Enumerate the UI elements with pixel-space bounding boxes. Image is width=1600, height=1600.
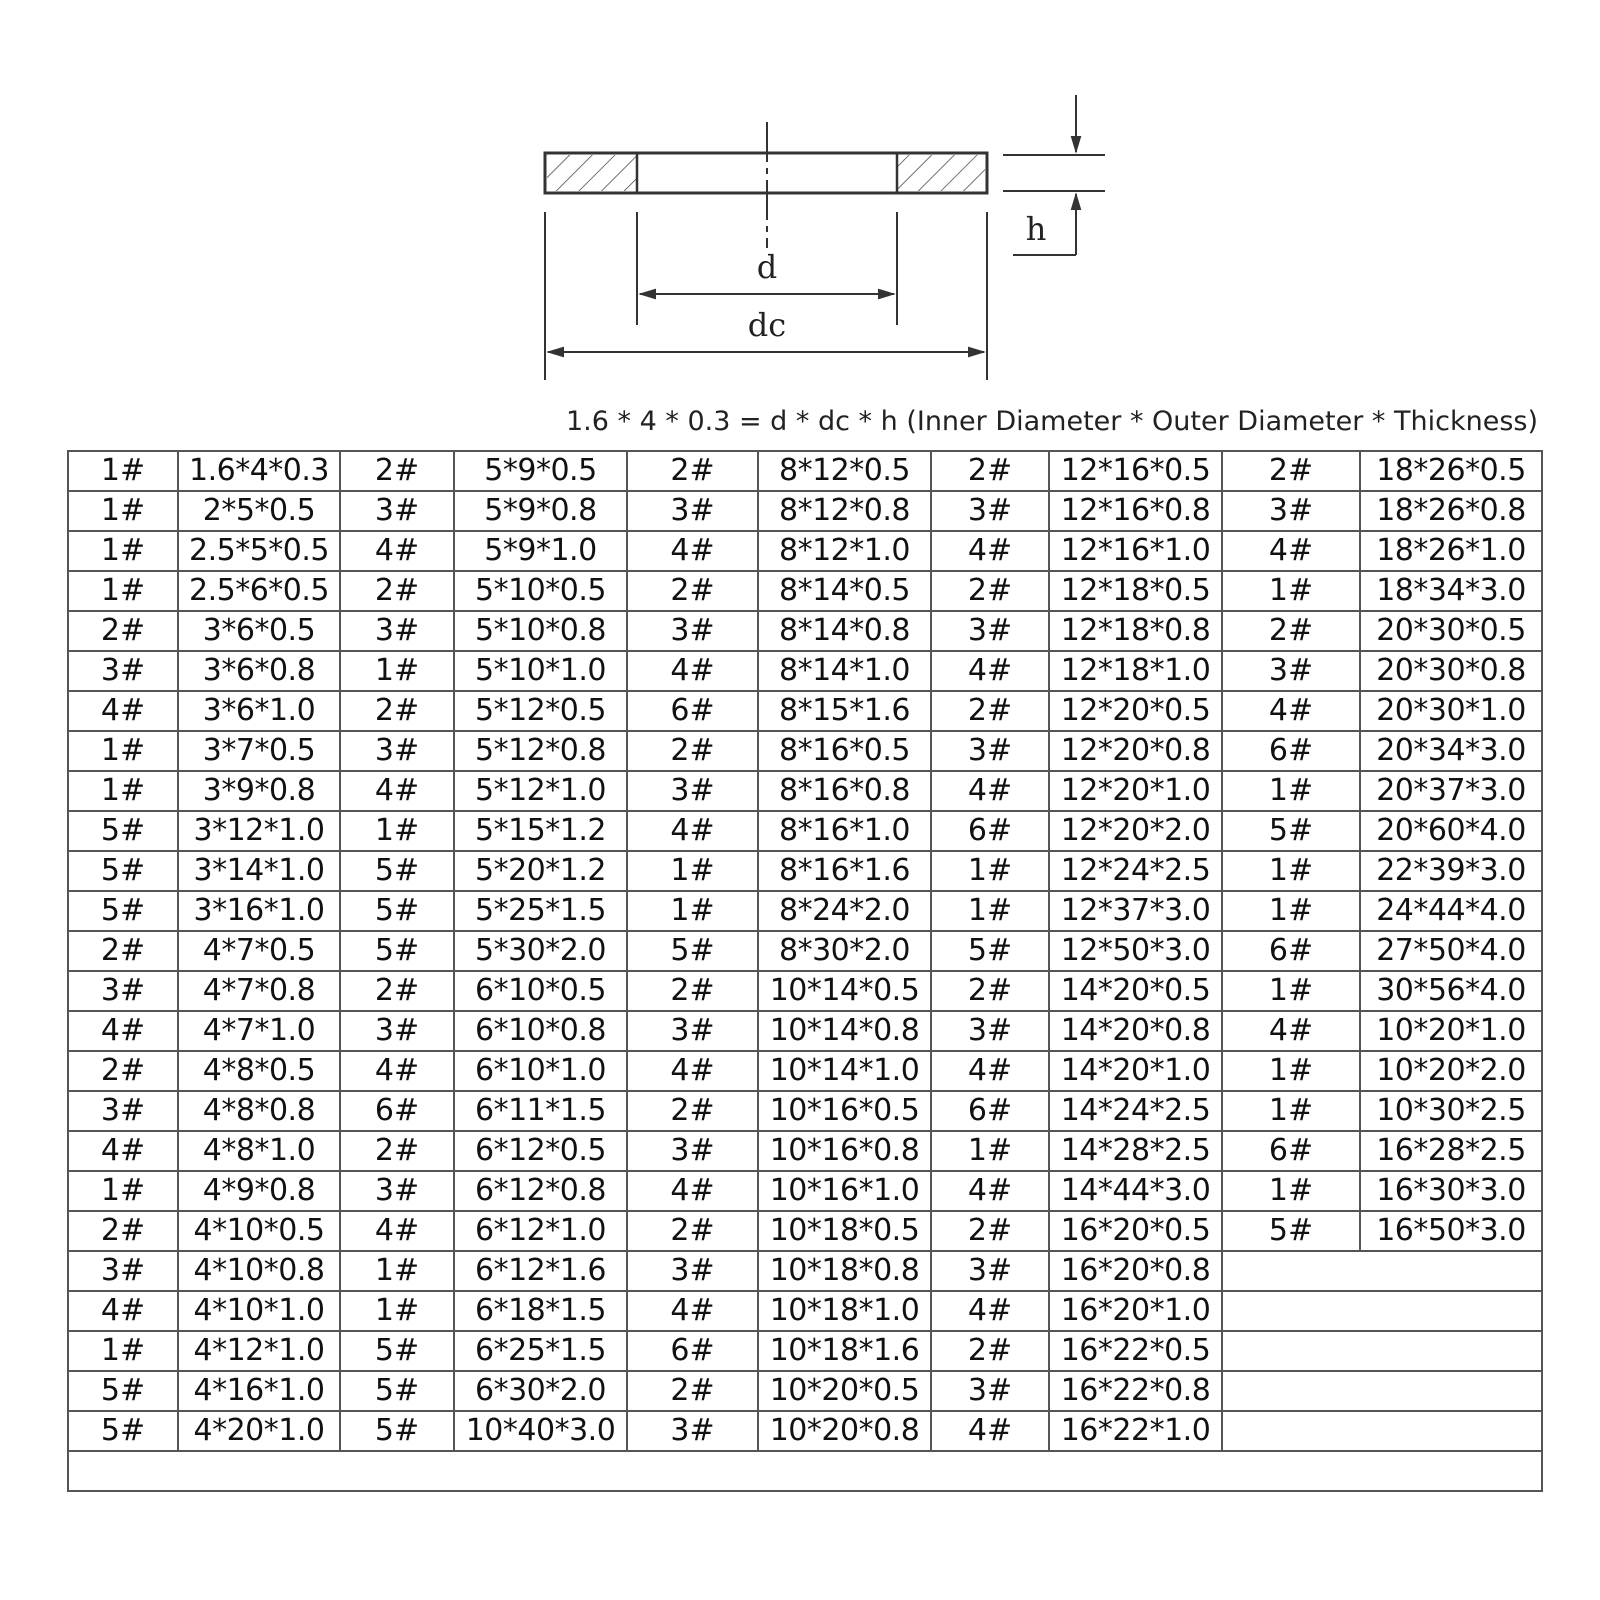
table-row: [68, 651, 1542, 691]
grade-cell: 3#: [627, 1011, 758, 1051]
size-cell: 5*20*1.2: [454, 851, 627, 891]
size-cell: 6*18*1.5: [454, 1291, 627, 1331]
size-cell: 8*12*1.0: [758, 531, 931, 571]
size-cell: 8*14*0.8: [758, 611, 931, 651]
size-cell: 5*10*0.5: [454, 571, 627, 611]
size-cell: 3*12*1.0: [178, 811, 340, 851]
size-cell: 6*11*1.5: [454, 1091, 627, 1131]
size-cell: 6*12*0.8: [454, 1171, 627, 1211]
size-cell: 8*30*2.0: [758, 931, 931, 971]
table-row: [68, 1171, 1542, 1211]
dimension-formula: 1.6 * 4 * 0.3 = d * dc * h (Inner Diameter * Outer Diameter * Thickness): [566, 406, 1538, 437]
size-cell: 6*10*0.8: [454, 1011, 627, 1051]
size-cell: 6*12*0.5: [454, 1131, 627, 1171]
size-cell: 12*50*3.0: [1049, 931, 1222, 971]
grade-cell: 5#: [340, 931, 454, 971]
grade-cell: 2#: [68, 931, 178, 971]
size-cell: 20*60*4.0: [1360, 811, 1542, 851]
grade-cell: 5#: [340, 1411, 454, 1451]
size-cell: 16*20*0.5: [1049, 1211, 1222, 1251]
grade-cell: 4#: [931, 651, 1049, 691]
size-cell: 10*20*1.0: [1360, 1011, 1542, 1051]
table-row: [68, 451, 1542, 491]
grade-cell: 1#: [1222, 1051, 1360, 1091]
size-cell: 20*30*1.0: [1360, 691, 1542, 731]
size-cell: 16*22*0.8: [1049, 1371, 1222, 1411]
size-cell: 5*9*1.0: [454, 531, 627, 571]
size-cell: 4*10*1.0: [178, 1291, 340, 1331]
right-hatched-ring: [897, 155, 985, 191]
size-cell: 2.5*6*0.5: [178, 571, 340, 611]
size-cell: 10*14*0.5: [758, 971, 931, 1011]
grade-cell: 4#: [340, 771, 454, 811]
grade-cell: 2#: [931, 691, 1049, 731]
grade-cell: 6#: [931, 811, 1049, 851]
table-row: [68, 1051, 1542, 1091]
grade-cell: 3#: [1222, 491, 1360, 531]
size-cell: 5*10*0.8: [454, 611, 627, 651]
grade-cell: 1#: [931, 851, 1049, 891]
table-row: [68, 1211, 1542, 1251]
grade-cell: 2#: [627, 571, 758, 611]
grade-cell: 5#: [340, 1371, 454, 1411]
grade-cell: 1#: [68, 451, 178, 491]
grade-cell: 1#: [931, 1131, 1049, 1171]
size-cell: 12*24*2.5: [1049, 851, 1222, 891]
table-row: [68, 531, 1542, 571]
size-cell: 4*10*0.8: [178, 1251, 340, 1291]
size-cell: 18*34*3.0: [1360, 571, 1542, 611]
grade-cell: 4#: [340, 531, 454, 571]
grade-cell: 4#: [931, 771, 1049, 811]
grade-cell: 4#: [931, 1411, 1049, 1451]
grade-cell: 1#: [68, 491, 178, 531]
grade-cell: 2#: [931, 971, 1049, 1011]
grade-cell: 3#: [340, 1011, 454, 1051]
grade-cell: 2#: [627, 1211, 758, 1251]
size-cell: 2*5*0.5: [178, 491, 340, 531]
size-cell: 12*16*0.5: [1049, 451, 1222, 491]
grade-cell: 3#: [68, 971, 178, 1011]
thickness-label: h: [1025, 210, 1047, 248]
grade-cell: 5#: [68, 851, 178, 891]
grade-cell: 4#: [931, 531, 1049, 571]
size-cell: 5*10*1.0: [454, 651, 627, 691]
grade-cell: 3#: [1222, 651, 1360, 691]
empty-cell: [1360, 1411, 1542, 1451]
grade-cell: 5#: [931, 931, 1049, 971]
size-cell: 10*16*1.0: [758, 1171, 931, 1211]
size-cell: 20*30*0.8: [1360, 651, 1542, 691]
table-row: [68, 731, 1542, 771]
size-cell: 14*24*2.5: [1049, 1091, 1222, 1131]
empty-cell: [1222, 1251, 1360, 1291]
size-cell: 8*24*2.0: [758, 891, 931, 931]
grade-cell: 2#: [68, 611, 178, 651]
grade-cell: 5#: [340, 851, 454, 891]
outer-diameter-label: dc: [747, 306, 787, 344]
size-cell: 27*50*4.0: [1360, 931, 1542, 971]
size-cell: 5*30*2.0: [454, 931, 627, 971]
size-cell: 2.5*5*0.5: [178, 531, 340, 571]
size-cell: 4*8*0.5: [178, 1051, 340, 1091]
table-row: [68, 691, 1542, 731]
grade-cell: 1#: [340, 651, 454, 691]
size-cell: 12*16*0.8: [1049, 491, 1222, 531]
grade-cell: 1#: [1222, 571, 1360, 611]
grade-cell: 2#: [627, 451, 758, 491]
grade-cell: 1#: [68, 571, 178, 611]
size-cell: 14*20*0.8: [1049, 1011, 1222, 1051]
grade-cell: 5#: [68, 1371, 178, 1411]
table-row: [68, 1131, 1542, 1171]
grade-cell: 2#: [340, 451, 454, 491]
size-cell: 18*26*0.5: [1360, 451, 1542, 491]
size-cell: 12*18*0.5: [1049, 571, 1222, 611]
table-row: [68, 611, 1542, 651]
size-cell: 12*16*1.0: [1049, 531, 1222, 571]
size-cell: 8*16*0.5: [758, 731, 931, 771]
size-cell: 3*9*0.8: [178, 771, 340, 811]
size-cell: 8*14*0.5: [758, 571, 931, 611]
size-cell: 10*18*0.5: [758, 1211, 931, 1251]
size-cell: 10*16*0.8: [758, 1131, 931, 1171]
grade-cell: 2#: [340, 1131, 454, 1171]
grade-cell: 4#: [627, 1171, 758, 1211]
size-cell: 8*12*0.5: [758, 451, 931, 491]
grade-cell: 1#: [627, 891, 758, 931]
grade-cell: 6#: [1222, 1131, 1360, 1171]
size-cell: 3*16*1.0: [178, 891, 340, 931]
table-row: [68, 931, 1542, 971]
empty-cell: [1360, 1291, 1542, 1331]
grade-cell: 3#: [931, 1371, 1049, 1411]
grade-cell: 2#: [627, 731, 758, 771]
table-row: [68, 491, 1542, 531]
size-cell: 6*12*1.0: [454, 1211, 627, 1251]
size-cell: 12*37*3.0: [1049, 891, 1222, 931]
size-cell: 8*15*1.6: [758, 691, 931, 731]
grade-cell: 4#: [68, 691, 178, 731]
grade-cell: 5#: [1222, 811, 1360, 851]
size-cell: 12*20*0.8: [1049, 731, 1222, 771]
grade-cell: 4#: [68, 1011, 178, 1051]
grade-cell: 1#: [68, 531, 178, 571]
size-cell: 8*16*1.6: [758, 851, 931, 891]
size-cell: 12*20*0.5: [1049, 691, 1222, 731]
table-row: [68, 571, 1542, 611]
size-cell: 5*15*1.2: [454, 811, 627, 851]
size-cell: 3*14*1.0: [178, 851, 340, 891]
empty-cell: [1222, 1291, 1360, 1331]
size-cell: 8*12*0.8: [758, 491, 931, 531]
grade-cell: 4#: [627, 531, 758, 571]
size-cell: 16*28*2.5: [1360, 1131, 1542, 1171]
grade-cell: 3#: [68, 1091, 178, 1131]
size-cell: 5*12*1.0: [454, 771, 627, 811]
size-cell: 18*26*1.0: [1360, 531, 1542, 571]
grade-cell: 3#: [627, 1411, 758, 1451]
grade-cell: 3#: [627, 611, 758, 651]
size-cell: 16*22*0.5: [1049, 1331, 1222, 1371]
size-cell: 5*25*1.5: [454, 891, 627, 931]
grade-cell: 3#: [627, 771, 758, 811]
grade-cell: 2#: [1222, 451, 1360, 491]
grade-cell: 6#: [1222, 731, 1360, 771]
washer-cross-section-diagram: [0, 0, 1600, 410]
size-cell: 16*20*1.0: [1049, 1291, 1222, 1331]
grade-cell: 6#: [627, 1331, 758, 1371]
grade-cell: 4#: [627, 1051, 758, 1091]
size-cell: 10*40*3.0: [454, 1411, 627, 1451]
size-cell: 10*18*1.6: [758, 1331, 931, 1371]
grade-cell: 6#: [931, 1091, 1049, 1131]
grade-cell: 1#: [1222, 1091, 1360, 1131]
empty-cell: [1360, 1251, 1542, 1291]
grade-cell: 4#: [68, 1291, 178, 1331]
size-cell: 10*16*0.5: [758, 1091, 931, 1131]
grade-cell: 5#: [340, 1331, 454, 1371]
size-cell: 14*20*0.5: [1049, 971, 1222, 1011]
grade-cell: 1#: [68, 731, 178, 771]
size-cell: 6*12*1.6: [454, 1251, 627, 1291]
size-cell: 16*20*0.8: [1049, 1251, 1222, 1291]
grade-cell: 3#: [340, 491, 454, 531]
grade-cell: 4#: [340, 1211, 454, 1251]
table-row: [68, 1331, 1542, 1371]
grade-cell: 3#: [627, 1251, 758, 1291]
size-cell: 4*8*0.8: [178, 1091, 340, 1131]
size-cell: 8*14*1.0: [758, 651, 931, 691]
size-cell: 14*28*2.5: [1049, 1131, 1222, 1171]
grade-cell: 1#: [340, 1251, 454, 1291]
grade-cell: 4#: [931, 1051, 1049, 1091]
grade-cell: 5#: [1222, 1211, 1360, 1251]
size-cell: 3*7*0.5: [178, 731, 340, 771]
size-cell: 4*12*1.0: [178, 1331, 340, 1371]
size-cell: 10*30*2.5: [1360, 1091, 1542, 1131]
size-cell: 4*16*1.0: [178, 1371, 340, 1411]
grade-cell: 1#: [340, 811, 454, 851]
table-row: [68, 971, 1542, 1011]
size-cell: 5*12*0.5: [454, 691, 627, 731]
size-cell: 16*50*3.0: [1360, 1211, 1542, 1251]
size-cell: 14*20*1.0: [1049, 1051, 1222, 1091]
size-cell: 12*20*2.0: [1049, 811, 1222, 851]
table-row: [68, 1411, 1542, 1451]
empty-cell: [68, 1451, 1542, 1491]
grade-cell: 4#: [340, 1051, 454, 1091]
size-cell: 20*30*0.5: [1360, 611, 1542, 651]
inner-diameter-label: d: [756, 248, 778, 286]
size-cell: 8*16*1.0: [758, 811, 931, 851]
grade-cell: 2#: [340, 971, 454, 1011]
size-cell: 4*7*1.0: [178, 1011, 340, 1051]
size-cell: 4*20*1.0: [178, 1411, 340, 1451]
grade-cell: 1#: [68, 771, 178, 811]
grade-cell: 6#: [340, 1091, 454, 1131]
size-cell: 4*10*0.5: [178, 1211, 340, 1251]
grade-cell: 5#: [68, 811, 178, 851]
table-row: [68, 1251, 1542, 1291]
size-cell: 4*7*0.5: [178, 931, 340, 971]
grade-cell: 1#: [68, 1171, 178, 1211]
size-cell: 6*10*1.0: [454, 1051, 627, 1091]
grade-cell: 2#: [68, 1051, 178, 1091]
size-cell: 10*20*0.5: [758, 1371, 931, 1411]
size-cell: 10*14*1.0: [758, 1051, 931, 1091]
grade-cell: 2#: [340, 571, 454, 611]
grade-cell: 2#: [931, 451, 1049, 491]
grade-cell: 3#: [931, 1251, 1049, 1291]
size-cell: 1.6*4*0.3: [178, 451, 340, 491]
grade-cell: 2#: [931, 1331, 1049, 1371]
size-cell: 12*20*1.0: [1049, 771, 1222, 811]
grade-cell: 5#: [68, 891, 178, 931]
table-row: [68, 1091, 1542, 1131]
table-row: [68, 1371, 1542, 1411]
empty-cell: [1360, 1371, 1542, 1411]
empty-cell: [1222, 1371, 1360, 1411]
size-cell: 30*56*4.0: [1360, 971, 1542, 1011]
size-cell: 6*30*2.0: [454, 1371, 627, 1411]
size-cell: 5*9*0.8: [454, 491, 627, 531]
left-hatched-ring: [547, 155, 637, 191]
grade-cell: 3#: [627, 1131, 758, 1171]
grade-cell: 4#: [931, 1171, 1049, 1211]
size-cell: 4*8*1.0: [178, 1131, 340, 1171]
grade-cell: 4#: [1222, 531, 1360, 571]
table-row: [68, 891, 1542, 931]
size-cell: 3*6*1.0: [178, 691, 340, 731]
size-cell: 16*22*1.0: [1049, 1411, 1222, 1451]
table-footer-row: [68, 1451, 1542, 1491]
size-cell: 5*9*0.5: [454, 451, 627, 491]
table-row: [68, 771, 1542, 811]
grade-cell: 3#: [931, 611, 1049, 651]
size-cell: 18*26*0.8: [1360, 491, 1542, 531]
size-cell: 22*39*3.0: [1360, 851, 1542, 891]
empty-cell: [1222, 1331, 1360, 1371]
grade-cell: 2#: [1222, 611, 1360, 651]
size-cell: 12*18*0.8: [1049, 611, 1222, 651]
size-cell: 10*14*0.8: [758, 1011, 931, 1051]
grade-cell: 1#: [68, 1331, 178, 1371]
grade-cell: 5#: [340, 891, 454, 931]
table-row: [68, 811, 1542, 851]
grade-cell: 1#: [340, 1291, 454, 1331]
empty-cell: [1222, 1411, 1360, 1451]
grade-cell: 1#: [1222, 971, 1360, 1011]
grade-cell: 2#: [931, 571, 1049, 611]
grade-cell: 2#: [68, 1211, 178, 1251]
size-cell: 10*18*1.0: [758, 1291, 931, 1331]
size-cell: 16*30*3.0: [1360, 1171, 1542, 1211]
washer-size-table: [67, 450, 1543, 1492]
table-row: [68, 851, 1542, 891]
size-cell: 3*6*0.8: [178, 651, 340, 691]
grade-cell: 2#: [627, 1091, 758, 1131]
size-cell: 4*7*0.8: [178, 971, 340, 1011]
grade-cell: 1#: [1222, 1171, 1360, 1211]
grade-cell: 3#: [68, 651, 178, 691]
grade-cell: 1#: [1222, 771, 1360, 811]
size-cell: 8*16*0.8: [758, 771, 931, 811]
empty-cell: [1360, 1331, 1542, 1371]
grade-cell: 2#: [931, 1211, 1049, 1251]
grade-cell: 4#: [1222, 1011, 1360, 1051]
size-cell: 20*37*3.0: [1360, 771, 1542, 811]
grade-cell: 3#: [68, 1251, 178, 1291]
size-cell: 24*44*4.0: [1360, 891, 1542, 931]
size-cell: 6*10*0.5: [454, 971, 627, 1011]
grade-cell: 6#: [627, 691, 758, 731]
grade-cell: 2#: [627, 971, 758, 1011]
table-row: [68, 1011, 1542, 1051]
size-cell: 12*18*1.0: [1049, 651, 1222, 691]
grade-cell: 4#: [627, 811, 758, 851]
grade-cell: 4#: [627, 1291, 758, 1331]
grade-cell: 5#: [627, 931, 758, 971]
grade-cell: 3#: [340, 1171, 454, 1211]
grade-cell: 4#: [1222, 691, 1360, 731]
size-cell: 10*18*0.8: [758, 1251, 931, 1291]
size-cell: 14*44*3.0: [1049, 1171, 1222, 1211]
grade-cell: 4#: [627, 651, 758, 691]
size-cell: 6*25*1.5: [454, 1331, 627, 1371]
grade-cell: 3#: [931, 731, 1049, 771]
grade-cell: 3#: [627, 491, 758, 531]
grade-cell: 4#: [931, 1291, 1049, 1331]
grade-cell: 1#: [931, 891, 1049, 931]
grade-cell: 6#: [1222, 931, 1360, 971]
grade-cell: 2#: [340, 691, 454, 731]
grade-cell: 5#: [68, 1411, 178, 1451]
grade-cell: 1#: [627, 851, 758, 891]
table-row: [68, 1291, 1542, 1331]
size-cell: 4*9*0.8: [178, 1171, 340, 1211]
size-cell: 10*20*0.8: [758, 1411, 931, 1451]
grade-cell: 4#: [68, 1131, 178, 1171]
grade-cell: 2#: [627, 1371, 758, 1411]
size-cell: 20*34*3.0: [1360, 731, 1542, 771]
size-cell: 3*6*0.5: [178, 611, 340, 651]
grade-cell: 1#: [1222, 851, 1360, 891]
size-cell: 5*12*0.8: [454, 731, 627, 771]
grade-cell: 3#: [931, 491, 1049, 531]
grade-cell: 3#: [340, 611, 454, 651]
size-cell: 10*20*2.0: [1360, 1051, 1542, 1091]
grade-cell: 1#: [1222, 891, 1360, 931]
grade-cell: 3#: [340, 731, 454, 771]
grade-cell: 3#: [931, 1011, 1049, 1051]
